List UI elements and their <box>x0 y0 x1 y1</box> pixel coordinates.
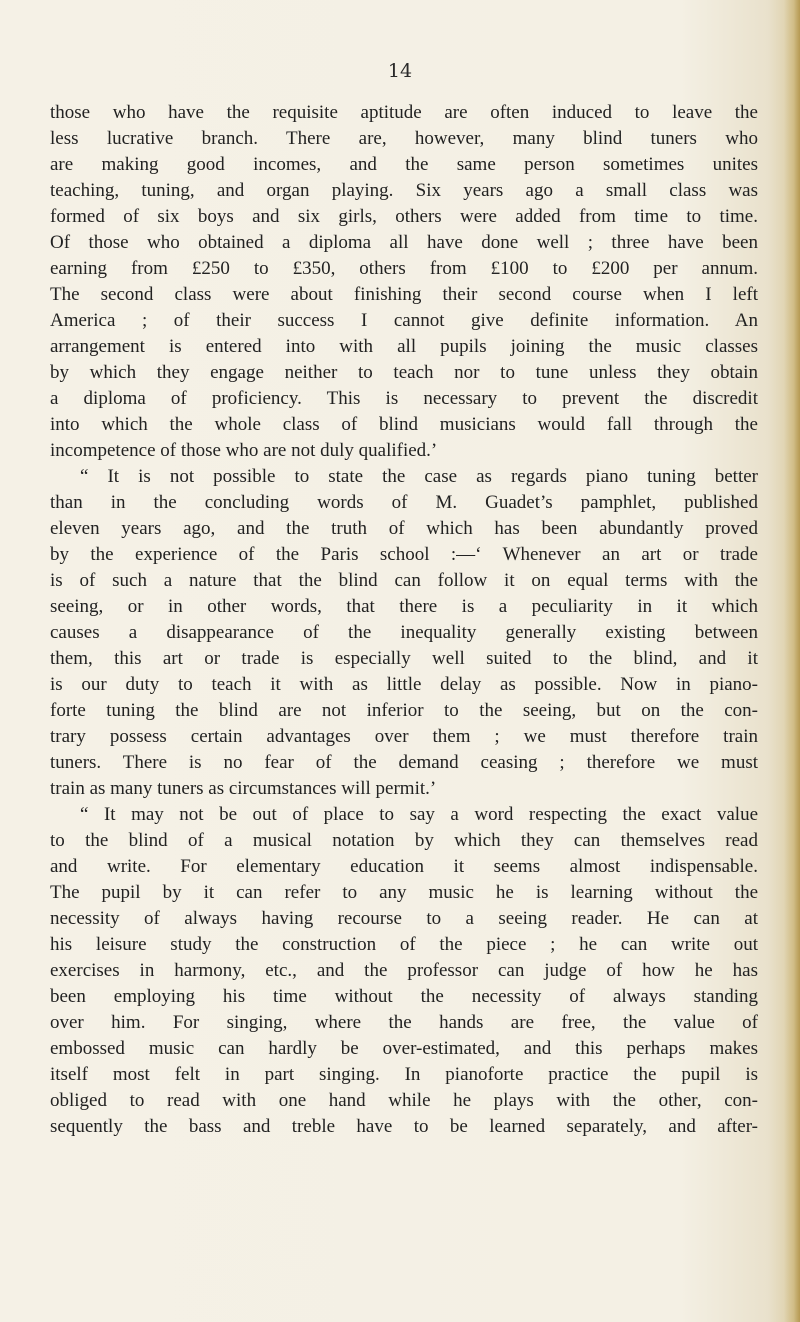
text-line: seeing, or in other words, that there is a peculiarity in it which <box>50 596 758 617</box>
text-line: “ It is not possible to state the case as regards piano tuning better <box>80 466 758 487</box>
text-line: over him. For singing, where the hands are free, the value of <box>50 1012 758 1033</box>
text-line: America ; of their success I cannot give definite information. An <box>50 310 758 331</box>
text-line: exercises in harmony, etc., and the professor can judge of how he has <box>50 960 758 981</box>
text-line: The pupil by it can refer to any music he is learning without the <box>50 882 758 903</box>
text-line: to the blind of a musical notation by which they can themselves read <box>50 830 758 851</box>
text-line: are making good incomes, and the same person sometimes unites <box>50 154 758 175</box>
text-line: and write. For elementary education it seems almost indispensable. <box>50 856 758 877</box>
text-line: sequently the bass and treble have to be learned separately, and after- <box>50 1116 758 1137</box>
text-line: into which the whole class of blind musicians would fall through the <box>50 414 758 435</box>
text-line: The second class were about finishing their second course when I left <box>50 284 758 305</box>
text-line: embossed music can hardly be over-estimated, and this perhaps makes <box>50 1038 758 1059</box>
text-line: is of such a nature that the blind can follow it on equal terms with the <box>50 570 758 591</box>
text-line: his leisure study the construction of the piece ; he can write out <box>50 934 758 955</box>
text-line: incompetence of those who are not duly qualified.’ <box>50 440 438 461</box>
text-line: them, this art or trade is especially well suited to the blind, and it <box>50 648 758 669</box>
page-number: 14 <box>387 60 413 82</box>
text-line: tuners. There is no fear of the demand ceasing ; therefore we must <box>50 752 758 773</box>
text-line: “ It may not be out of place to say a word respecting the exact value <box>80 804 758 825</box>
text-line: train as many tuners as circumstances will permit.’ <box>50 778 437 799</box>
text-line: forte tuning the blind are not inferior to the seeing, but on the con- <box>50 700 758 721</box>
text-line: less lucrative branch. There are, however, many blind tuners who <box>50 128 758 149</box>
text-line: eleven years ago, and the truth of which has been abundantly proved <box>50 518 758 539</box>
text-line: causes a disappearance of the inequality generally existing between <box>50 622 758 643</box>
text-line: is our duty to teach it with as little delay as possible. Now in piano- <box>50 674 758 695</box>
text-line: formed of six boys and six girls, others were added from time to time. <box>50 206 758 227</box>
text-line: arrangement is entered into with all pupils joining the music classes <box>50 336 758 357</box>
text-line: itself most felt in part singing. In pianoforte practice the pupil is <box>50 1064 758 1085</box>
text-line: been employing his time without the necessity of always standing <box>50 986 758 1007</box>
text-line: a diploma of proficiency. This is necessary to prevent the discredit <box>50 388 758 409</box>
text-line: necessity of always having recourse to a seeing reader. He can at <box>50 908 758 929</box>
page-edge-shading <box>784 0 800 1322</box>
text-line: teaching, tuning, and organ playing. Six years ago a small class was <box>50 180 758 201</box>
text-line: trary possess certain advantages over them ; we must therefore train <box>50 726 758 747</box>
body-text <box>50 100 758 1140</box>
text-line: Of those who obtained a diploma all have done well ; three have been <box>50 232 758 253</box>
text-line: by the experience of the Paris school :—‘ Whenever an art or trade <box>50 544 758 565</box>
text-line: by which they engage neither to teach nor to tune unless they obtain <box>50 362 758 383</box>
text-line: obliged to read with one hand while he plays with the other, con- <box>50 1090 758 1111</box>
text-line: those who have the requisite aptitude are often induced to leave the <box>50 102 758 123</box>
text-line: than in the concluding words of M. Guadet’s pamphlet, published <box>50 492 758 513</box>
text-line: earning from £250 to £350, others from £100 to £200 per annum. <box>50 258 758 279</box>
